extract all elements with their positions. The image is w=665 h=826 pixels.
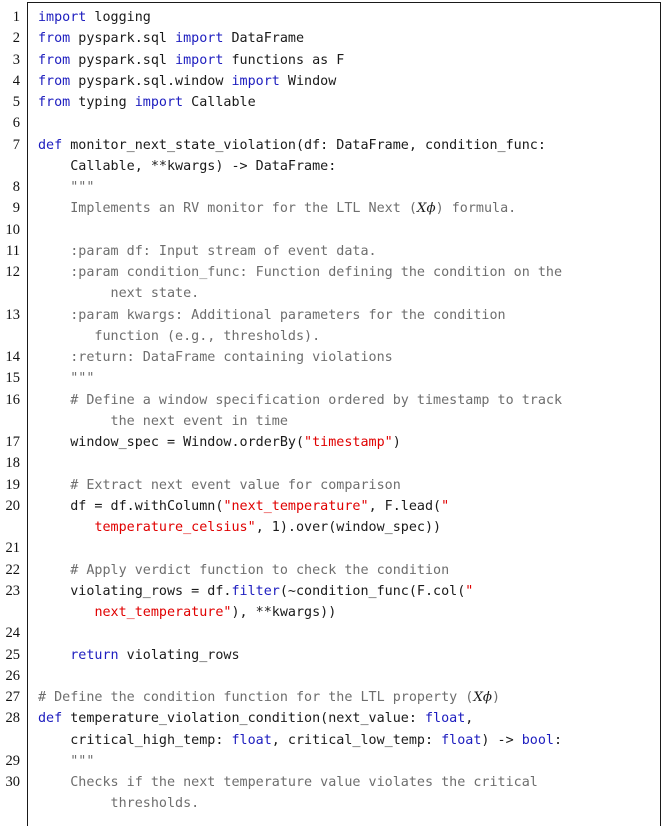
code-token bbox=[38, 520, 94, 535]
line-number: 21 bbox=[5, 540, 20, 557]
code-token: from bbox=[38, 73, 71, 89]
code-token: from bbox=[38, 95, 71, 110]
code-text bbox=[38, 177, 657, 198]
code-token: violating_rows bbox=[118, 647, 240, 663]
code-token: " bbox=[465, 583, 474, 599]
code-token: ) -> bbox=[481, 732, 522, 748]
code-line bbox=[0, 687, 665, 708]
code-token: violating_rows = df. bbox=[38, 583, 232, 599]
code-token: ) bbox=[392, 435, 401, 450]
code-token bbox=[38, 605, 94, 620]
code-text bbox=[38, 645, 657, 666]
code-line bbox=[0, 708, 665, 729]
code-line bbox=[0, 113, 665, 134]
code-token: next_temperature" bbox=[94, 605, 232, 620]
code-token: import bbox=[38, 10, 87, 25]
code-token: Xϕ bbox=[416, 201, 436, 217]
code-text bbox=[38, 50, 657, 71]
code-token: : bbox=[553, 732, 563, 748]
code-token: temperature_violation_condition(next_value: bbox=[62, 711, 425, 727]
code-text bbox=[38, 283, 657, 304]
code-token: filter bbox=[231, 583, 280, 599]
code-line bbox=[0, 241, 665, 262]
line-number: 19 bbox=[5, 476, 20, 493]
code-line bbox=[0, 623, 665, 644]
code-token: :return: DataFrame containing violations bbox=[38, 350, 393, 365]
code-line bbox=[0, 156, 665, 177]
code-token: , 1).over(window_spec)) bbox=[255, 520, 442, 535]
code-token: , F.lead( bbox=[368, 498, 442, 514]
code-line bbox=[0, 262, 665, 283]
code-token: functions as F bbox=[223, 52, 345, 68]
code-text bbox=[38, 793, 657, 814]
code-token: """ bbox=[38, 180, 95, 195]
code-text bbox=[38, 28, 657, 49]
line-number: 11 bbox=[6, 242, 20, 259]
code-line bbox=[0, 326, 665, 347]
code-token: the next event in time bbox=[38, 413, 288, 429]
code-line bbox=[0, 453, 665, 474]
code-token: thresholds. bbox=[38, 796, 200, 812]
listing-frame-top bbox=[27, 2, 661, 3]
line-number: 8 bbox=[12, 179, 20, 195]
code-line bbox=[0, 475, 665, 496]
code-line bbox=[0, 793, 665, 814]
code-text bbox=[38, 708, 657, 729]
code-line bbox=[0, 220, 665, 241]
code-text bbox=[38, 156, 657, 177]
line-number: 7 bbox=[12, 136, 20, 153]
code-token: float bbox=[231, 732, 272, 748]
code-line bbox=[0, 602, 665, 623]
line-number: 23 bbox=[5, 582, 20, 599]
code-token: :param df: Input stream of event data. bbox=[38, 243, 377, 259]
code-token: " bbox=[441, 498, 450, 514]
line-number: 12 bbox=[5, 264, 20, 280]
line-number: 30 bbox=[5, 774, 20, 790]
code-token: df = df.withColumn( bbox=[38, 498, 224, 514]
code-token: window_spec = Window.orderBy( bbox=[38, 435, 305, 450]
line-number: 15 bbox=[5, 370, 20, 387]
code-token: # Define a window specification ordered by timestamp to track bbox=[38, 392, 563, 408]
line-number: 14 bbox=[5, 349, 20, 365]
code-line bbox=[0, 283, 665, 304]
code-token: Callable, **kwargs) -> DataFrame: bbox=[38, 158, 337, 174]
code-token: # Apply verdict function to check the condition bbox=[38, 562, 450, 578]
code-text bbox=[38, 751, 657, 772]
code-line bbox=[0, 7, 665, 28]
code-line bbox=[0, 538, 665, 559]
code-text bbox=[38, 581, 657, 602]
code-text bbox=[38, 198, 657, 219]
code-token: pyspark.sql bbox=[70, 52, 176, 68]
code-token: DataFrame bbox=[223, 31, 305, 47]
line-number: 9 bbox=[12, 200, 20, 217]
code-line bbox=[0, 347, 665, 368]
code-text bbox=[38, 517, 657, 538]
code-text bbox=[38, 71, 657, 92]
code-text bbox=[38, 305, 657, 326]
code-token: def bbox=[38, 137, 63, 153]
line-number: 4 bbox=[12, 72, 20, 89]
line-number: 25 bbox=[5, 646, 20, 663]
code-token: return bbox=[70, 647, 119, 663]
code-text bbox=[38, 730, 657, 751]
code-token: import bbox=[134, 95, 184, 110]
code-line bbox=[0, 560, 665, 581]
code-text bbox=[38, 326, 657, 347]
code-line bbox=[0, 198, 665, 219]
code-token: Implements an RV monitor for the LTL Next ( bbox=[38, 201, 417, 217]
code-line bbox=[0, 751, 665, 772]
code-token: import bbox=[175, 31, 224, 47]
code-token: Xϕ bbox=[473, 690, 493, 705]
code-token: ) bbox=[492, 690, 501, 705]
line-number: 17 bbox=[5, 434, 20, 450]
code-token: ), **kwargs)) bbox=[231, 605, 337, 620]
code-token: from bbox=[38, 52, 71, 68]
code-token: """ bbox=[38, 371, 95, 387]
code-token: typing bbox=[70, 95, 135, 110]
line-number: 26 bbox=[5, 667, 20, 684]
code-text bbox=[38, 347, 657, 368]
code-token: , critical_low_temp: bbox=[271, 732, 442, 748]
line-number: 13 bbox=[5, 306, 20, 323]
code-text bbox=[38, 560, 657, 581]
code-text bbox=[38, 92, 657, 113]
code-line bbox=[0, 368, 665, 389]
code-token: Checks if the next temperature value violates the critical bbox=[38, 775, 538, 790]
code-text bbox=[38, 135, 657, 156]
line-number: 18 bbox=[5, 455, 20, 472]
code-token: import bbox=[231, 73, 280, 89]
code-line bbox=[0, 496, 665, 517]
line-number: 16 bbox=[5, 391, 20, 408]
code-text bbox=[38, 475, 657, 496]
code-token: :param kwargs: Additional parameters for the condition bbox=[38, 307, 506, 323]
code-text bbox=[38, 432, 657, 453]
code-token bbox=[38, 648, 70, 663]
code-line bbox=[0, 390, 665, 411]
line-number: 3 bbox=[12, 51, 20, 68]
code-line bbox=[0, 411, 665, 432]
code-text bbox=[38, 368, 657, 389]
code-text bbox=[38, 602, 657, 623]
line-number: 2 bbox=[12, 30, 20, 47]
line-number: 1 bbox=[12, 9, 20, 25]
code-text bbox=[38, 241, 657, 262]
code-text bbox=[38, 7, 657, 28]
code-token: function (e.g., thresholds). bbox=[38, 328, 321, 344]
code-token: """ bbox=[38, 753, 95, 769]
code-line bbox=[0, 177, 665, 198]
code-token: float bbox=[441, 732, 482, 748]
code-token: # Extract next event value for comparison bbox=[38, 477, 401, 493]
code-token: (~condition_func(F.col( bbox=[279, 583, 466, 599]
code-line bbox=[0, 432, 665, 453]
code-token: "timestamp" bbox=[304, 435, 393, 450]
code-line bbox=[0, 772, 665, 793]
code-token: monitor_next_state_violation(df: DataFrame, condition_func: bbox=[62, 137, 546, 153]
code-token: pyspark.sql bbox=[70, 31, 176, 47]
code-token: pyspark.sql.window bbox=[70, 73, 232, 89]
code-token: from bbox=[38, 31, 71, 47]
code-token: # Define the condition function for the LTL property ( bbox=[38, 690, 474, 705]
code-line bbox=[0, 517, 665, 538]
code-text bbox=[38, 262, 657, 283]
code-line bbox=[0, 50, 665, 71]
code-line bbox=[0, 71, 665, 92]
code-line bbox=[0, 645, 665, 666]
code-token: "next_temperature" bbox=[223, 498, 369, 514]
code-token: temperature_celsius" bbox=[94, 520, 256, 535]
code-token: Callable bbox=[183, 95, 256, 110]
code-token: def bbox=[38, 711, 63, 727]
code-text bbox=[38, 496, 657, 517]
code-line bbox=[0, 28, 665, 49]
line-number: 27 bbox=[5, 689, 20, 705]
code-token: ) formula. bbox=[435, 201, 517, 217]
code-token: Window bbox=[279, 73, 337, 89]
line-number: 6 bbox=[12, 115, 20, 132]
code-token: critical_high_temp: bbox=[38, 732, 232, 748]
code-token: next state. bbox=[38, 286, 200, 302]
code-text bbox=[38, 687, 657, 708]
line-number: 5 bbox=[12, 94, 20, 110]
code-token: logging bbox=[86, 10, 151, 25]
line-number: 22 bbox=[5, 561, 20, 578]
code-line bbox=[0, 135, 665, 156]
code-line bbox=[0, 305, 665, 326]
line-number: 20 bbox=[5, 497, 20, 514]
line-number: 29 bbox=[5, 752, 20, 769]
code-token: import bbox=[175, 52, 224, 68]
code-line bbox=[0, 92, 665, 113]
code-token: :param condition_func: Function defining the condition on the bbox=[38, 265, 563, 280]
code-line bbox=[0, 581, 665, 602]
code-line bbox=[0, 666, 665, 687]
line-number: 10 bbox=[5, 221, 20, 238]
code-line bbox=[0, 730, 665, 751]
code-text bbox=[38, 772, 657, 793]
code-text bbox=[38, 390, 657, 411]
code-token: , bbox=[465, 711, 474, 727]
code-text bbox=[38, 411, 657, 432]
line-number: 28 bbox=[5, 710, 20, 727]
code-token: float bbox=[424, 711, 466, 727]
code-token: bool bbox=[521, 732, 554, 748]
line-number: 24 bbox=[5, 625, 20, 642]
